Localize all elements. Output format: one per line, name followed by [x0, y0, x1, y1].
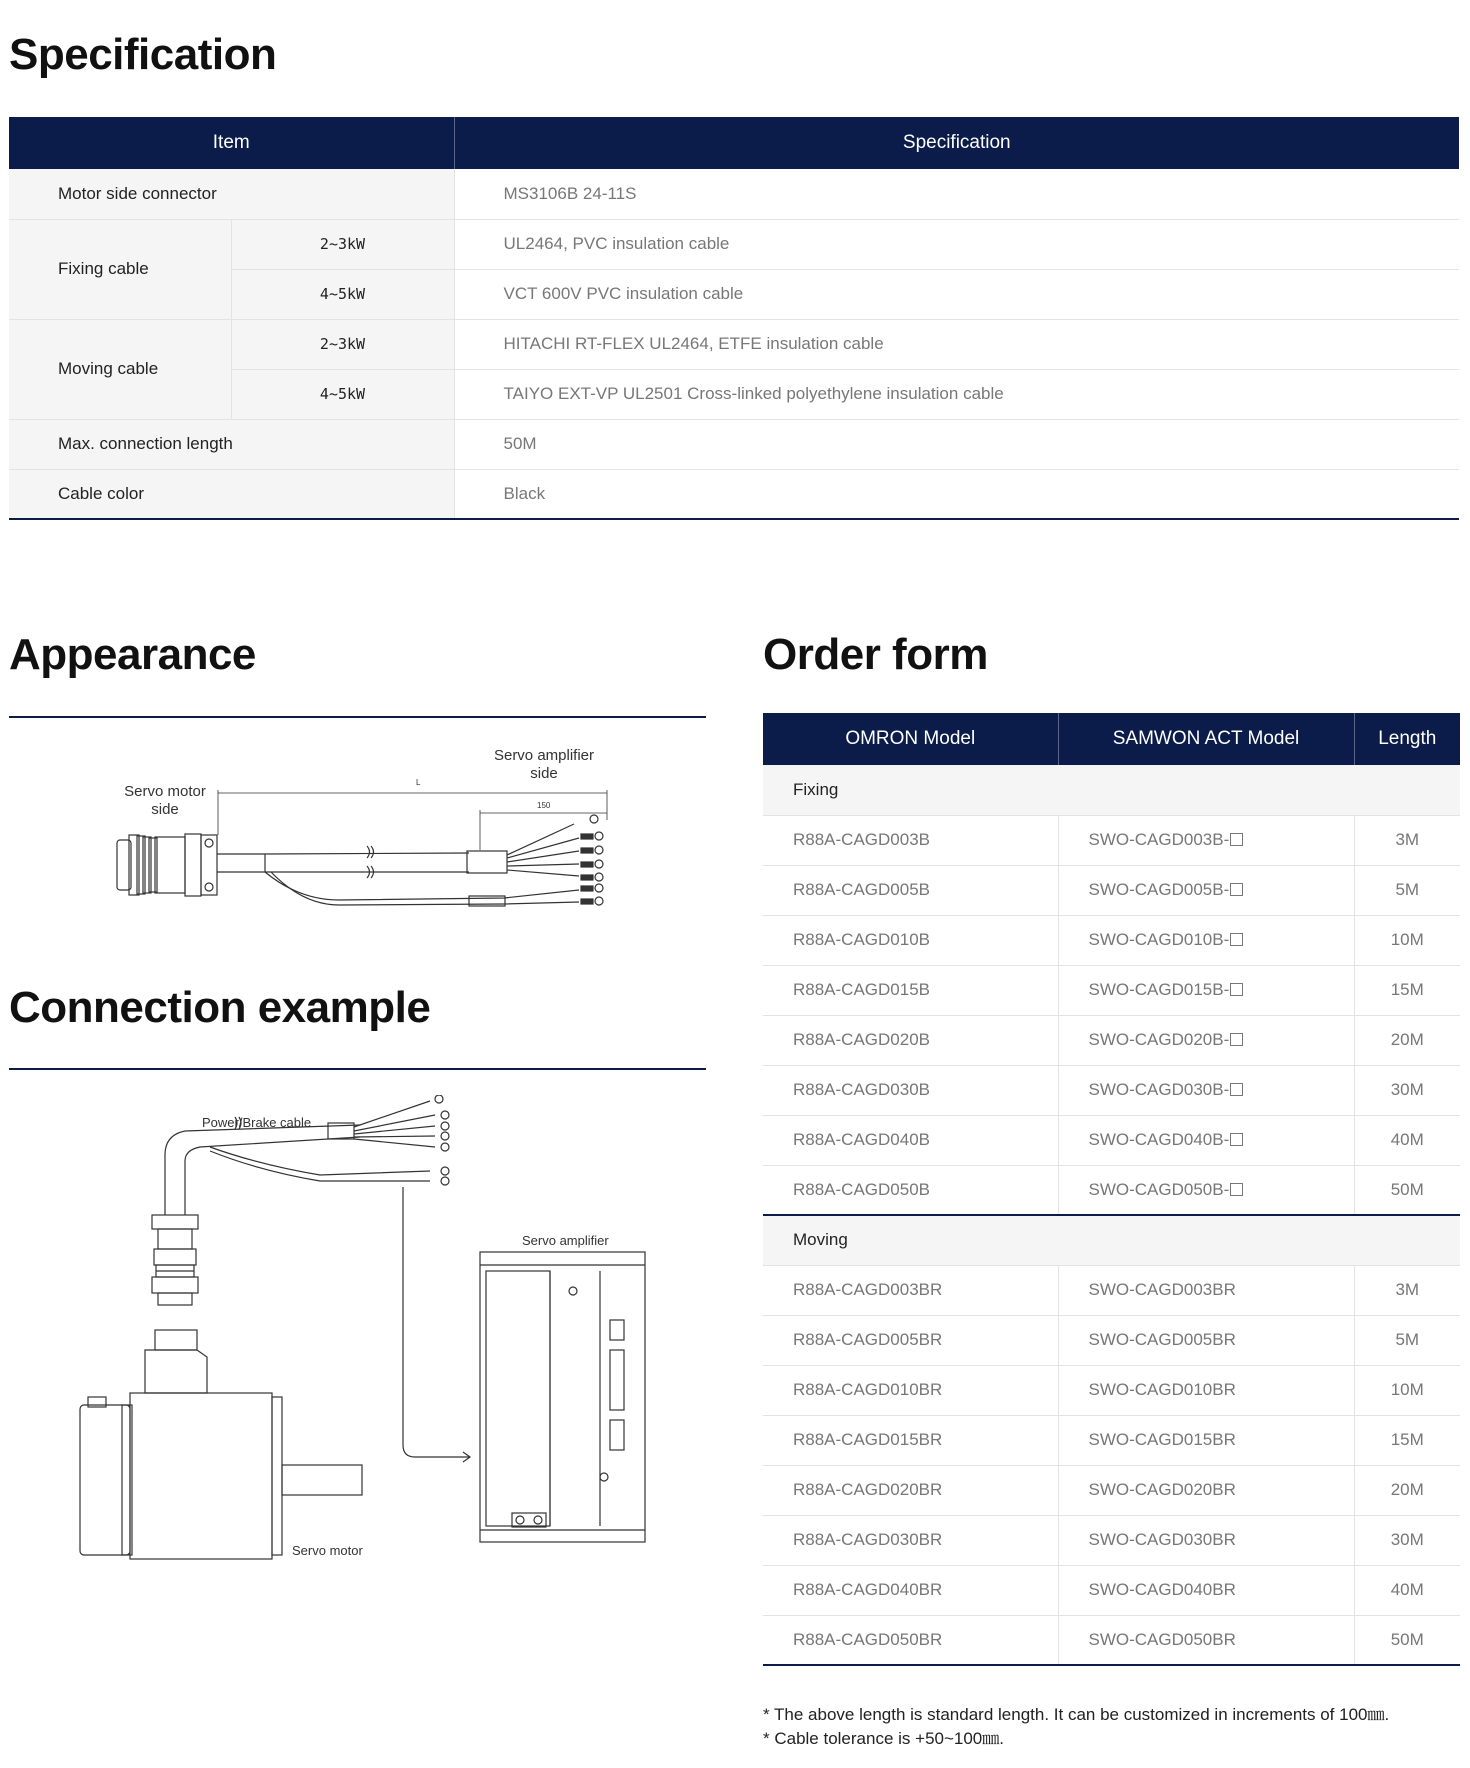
- samwon-model: SWO-CAGD040B-: [1058, 1115, 1354, 1165]
- omron-model: R88A-CAGD020B: [763, 1015, 1058, 1065]
- samwon-model: SWO-CAGD010BR: [1058, 1365, 1354, 1415]
- spec-item: Fixing cable: [9, 219, 231, 319]
- table-row: [763, 915, 1460, 965]
- order-header-length: Length: [1354, 713, 1460, 765]
- spec-row: [9, 419, 1459, 469]
- table-row: [763, 1515, 1460, 1565]
- length-placeholder-box: [1230, 1033, 1243, 1046]
- spec-row: [9, 169, 1459, 219]
- group-label: Fixing: [763, 765, 1460, 815]
- samwon-model: SWO-CAGD010B-: [1058, 915, 1354, 965]
- samwon-model: SWO-CAGD005BR: [1058, 1315, 1354, 1365]
- dimension-l-label: L: [416, 778, 421, 787]
- length-value: 50M: [1354, 1165, 1460, 1215]
- samwon-model: SWO-CAGD003B-: [1058, 815, 1354, 865]
- samwon-model: SWO-CAGD030BR: [1058, 1515, 1354, 1565]
- connection-divider: [9, 1068, 706, 1070]
- samwon-model: SWO-CAGD020BR: [1058, 1465, 1354, 1515]
- samwon-model: SWO-CAGD005B-: [1058, 865, 1354, 915]
- samwon-model: SWO-CAGD050B-: [1058, 1165, 1354, 1215]
- length-value: 10M: [1354, 915, 1460, 965]
- spec-value: Black: [454, 469, 1459, 519]
- spec-header-row: [9, 117, 1459, 169]
- length-placeholder-box: [1230, 983, 1243, 996]
- spec-value: MS3106B 24-11S: [454, 169, 1459, 219]
- spec-value: 50M: [454, 419, 1459, 469]
- table-row: [763, 1115, 1460, 1165]
- spec-item: Cable color: [9, 469, 454, 519]
- length-placeholder-box: [1230, 883, 1243, 896]
- specification-heading: Specification: [9, 30, 277, 79]
- length-value: 5M: [1354, 1315, 1460, 1365]
- length-value: 50M: [1354, 1615, 1460, 1665]
- omron-model: R88A-CAGD015B: [763, 965, 1058, 1015]
- table-row: [763, 1265, 1460, 1315]
- samwon-model: SWO-CAGD050BR: [1058, 1615, 1354, 1665]
- order-header-omron: OMRON Model: [763, 713, 1058, 765]
- spec-value: TAIYO EXT-VP UL2501 Cross-linked polyethylene insulation cable: [454, 369, 1459, 419]
- length-value: 40M: [1354, 1115, 1460, 1165]
- omron-model: R88A-CAGD003B: [763, 815, 1058, 865]
- group-row-fixing: [763, 765, 1460, 815]
- omron-model: R88A-CAGD015BR: [763, 1415, 1058, 1465]
- omron-model: R88A-CAGD020BR: [763, 1465, 1058, 1515]
- spec-row: [9, 319, 1459, 369]
- omron-model: R88A-CAGD050B: [763, 1165, 1058, 1215]
- spec-item: Motor side connector: [9, 169, 454, 219]
- length-placeholder-box: [1230, 1183, 1243, 1196]
- length-placeholder-box: [1230, 933, 1243, 946]
- order-form-table: [763, 713, 1460, 1666]
- omron-model: R88A-CAGD005B: [763, 865, 1058, 915]
- servo-motor-label: Servo motor: [292, 1543, 363, 1558]
- spec-value: UL2464, PVC insulation cable: [454, 219, 1459, 269]
- note-standard-length: * The above length is standard length. It can be customized in increments of 100㎜.: [763, 1705, 1390, 1724]
- spec-subitem: 2~3kW: [231, 319, 454, 369]
- omron-model: R88A-CAGD030B: [763, 1065, 1058, 1115]
- omron-model: R88A-CAGD030BR: [763, 1515, 1058, 1565]
- spec-item: Max. connection length: [9, 419, 454, 469]
- length-value: 3M: [1354, 815, 1460, 865]
- table-row: [763, 1165, 1460, 1215]
- motor-side-label-line2: side: [151, 801, 179, 818]
- length-value: 10M: [1354, 1365, 1460, 1415]
- length-value: 3M: [1354, 1265, 1460, 1315]
- length-value: 20M: [1354, 1015, 1460, 1065]
- spec-value: VCT 600V PVC insulation cable: [454, 269, 1459, 319]
- omron-model: R88A-CAGD040B: [763, 1115, 1058, 1165]
- spec-item: Moving cable: [9, 319, 231, 419]
- table-row: [763, 815, 1460, 865]
- spec-header-item: Item: [9, 117, 454, 169]
- length-placeholder-box: [1230, 1133, 1243, 1146]
- order-form-heading: Order form: [763, 630, 988, 679]
- omron-model: R88A-CAGD010BR: [763, 1365, 1058, 1415]
- length-placeholder-box: [1230, 1083, 1243, 1096]
- length-placeholder-box: [1230, 833, 1243, 846]
- table-row: [763, 1565, 1460, 1615]
- spec-subitem: 4~5kW: [231, 369, 454, 419]
- table-row: [763, 1415, 1460, 1465]
- length-value: 15M: [1354, 965, 1460, 1015]
- table-row: [763, 1615, 1460, 1665]
- samwon-model: SWO-CAGD015B-: [1058, 965, 1354, 1015]
- table-row: [763, 865, 1460, 915]
- table-row: [763, 1315, 1460, 1365]
- omron-model: R88A-CAGD005BR: [763, 1315, 1058, 1365]
- appearance-cable-diagram: [9, 740, 706, 930]
- samwon-model: SWO-CAGD020B-: [1058, 1015, 1354, 1065]
- spec-row: [9, 219, 1459, 269]
- amp-side-label-line2: side: [530, 765, 558, 782]
- samwon-model: SWO-CAGD030B-: [1058, 1065, 1354, 1115]
- spec-row: [9, 469, 1459, 519]
- samwon-model: SWO-CAGD040BR: [1058, 1565, 1354, 1615]
- order-header-samwon: SAMWON ACT Model: [1058, 713, 1354, 765]
- specification-table: [9, 117, 1459, 520]
- spec-subitem: 4~5kW: [231, 269, 454, 319]
- group-row-moving: [763, 1215, 1460, 1265]
- samwon-model: SWO-CAGD003BR: [1058, 1265, 1354, 1315]
- table-row: [763, 1015, 1460, 1065]
- length-value: 40M: [1354, 1565, 1460, 1615]
- length-value: 30M: [1354, 1515, 1460, 1565]
- motor-side-label-line1: Servo motor: [124, 783, 206, 800]
- omron-model: R88A-CAGD040BR: [763, 1565, 1058, 1615]
- group-label: Moving: [763, 1215, 1460, 1265]
- samwon-model: SWO-CAGD015BR: [1058, 1415, 1354, 1465]
- spec-subitem: 2~3kW: [231, 219, 454, 269]
- length-value: 15M: [1354, 1415, 1460, 1465]
- length-value: 5M: [1354, 865, 1460, 915]
- spec-value: HITACHI RT-FLEX UL2464, ETFE insulation cable: [454, 319, 1459, 369]
- servo-amplifier-label: Servo amplifier: [522, 1233, 609, 1248]
- dimension-150-label: 150: [537, 801, 551, 810]
- appearance-divider: [9, 716, 706, 718]
- order-header-row: [763, 713, 1460, 765]
- spec-header-specification: Specification: [454, 117, 1459, 169]
- table-row: [763, 1465, 1460, 1515]
- connection-heading: Connection example: [9, 983, 431, 1032]
- connection-example-diagram: [60, 1095, 660, 1575]
- appearance-heading: Appearance: [9, 630, 256, 679]
- note-cable-tolerance: * Cable tolerance is +50~100㎜.: [763, 1729, 1004, 1748]
- table-row: [763, 965, 1460, 1015]
- amp-side-label-line1: Servo amplifier: [493, 747, 595, 764]
- omron-model: R88A-CAGD010B: [763, 915, 1058, 965]
- omron-model: R88A-CAGD003BR: [763, 1265, 1058, 1315]
- length-value: 30M: [1354, 1065, 1460, 1115]
- table-row: [763, 1065, 1460, 1115]
- power-brake-cable-label: Power/Brake cable: [202, 1115, 312, 1130]
- omron-model: R88A-CAGD050BR: [763, 1615, 1058, 1665]
- table-row: [763, 1365, 1460, 1415]
- length-value: 20M: [1354, 1465, 1460, 1515]
